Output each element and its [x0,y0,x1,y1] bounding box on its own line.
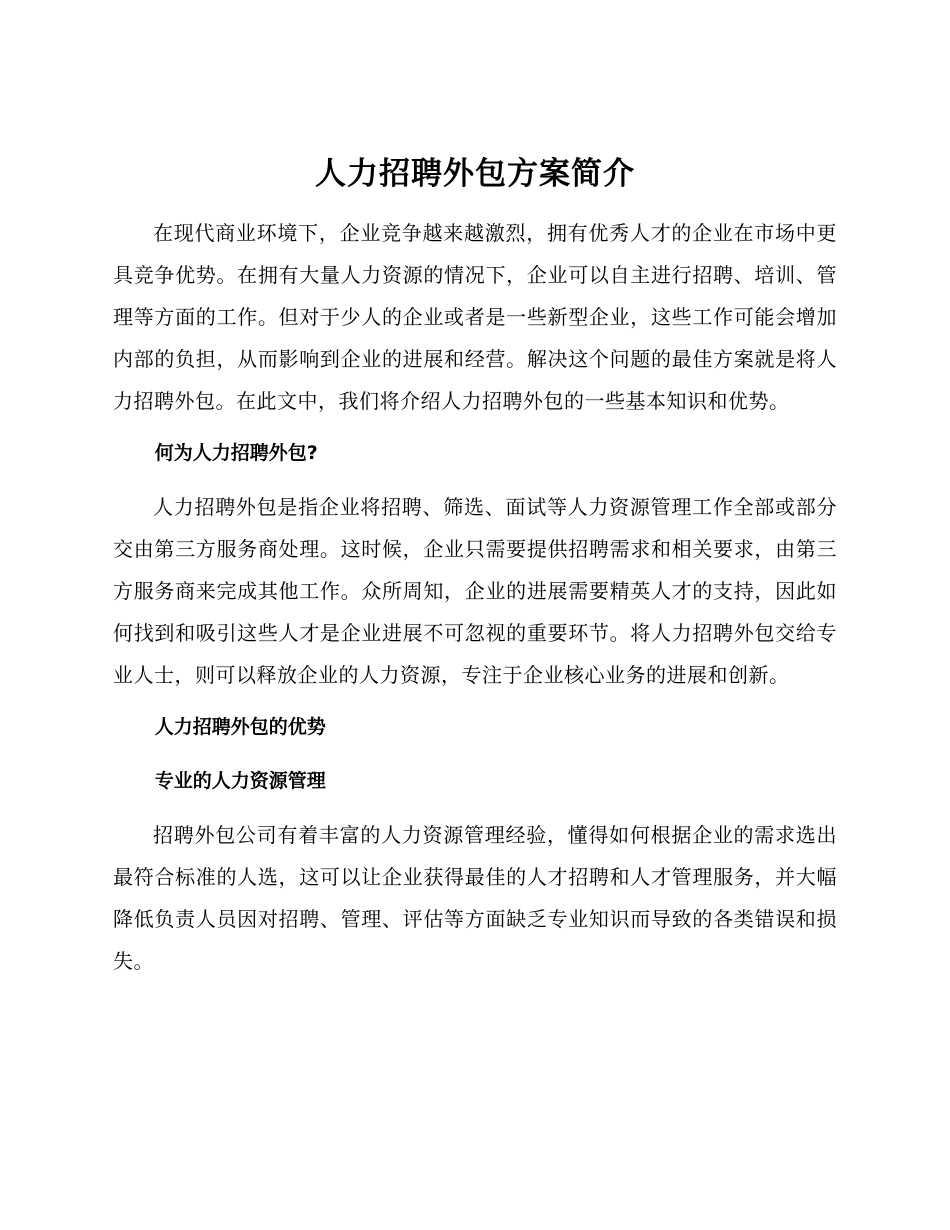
document-body [113,148,837,992]
intro-paragraph: 在现代商业环境下，企业竞争越来越激烈，拥有优秀人才的企业在市场中更具竞争优势。在拥有大量人力资源的情况下，企业可以自主进行招聘、培训、管理等方面的工作。但对于少人的企业或者是一些新型企业，这些工作可能会增加内部的负担，从而影响到企业的进展和经营。解决这个问题的最佳方案就是将人力招聘外包。在此文中，我们将介绍人力招聘外包的一些基本知识和优势。 [113,221,837,413]
subsection-heading-professional-hr: 专业的人力资源管理 [154,770,326,792]
section-heading-what-is: 何为人力招聘外包? [154,442,318,464]
document-title: 人力招聘外包方案简介 [315,156,635,192]
section-heading-advantages: 人力招聘外包的优势 [154,716,326,738]
subsection-paragraph-professional-hr: 招聘外包公司有着丰富的人力资源管理经验，懂得如何根据企业的需求选出最符合标准的人选，这可以让企业获得最佳的人才招聘和人才管理服务，并大幅降低负责人员因对招聘、管理、评估等方面缺乏专业知识而导致的各类错误和损失。 [113,823,837,973]
section-paragraph-what-is: 人力招聘外包是指企业将招聘、筛选、面试等人力资源管理工作全部或部分交由第三方服务商处理。这时候，企业只需要提供招聘需求和相关要求，由第三方服务商来完成其他工作。众所周知，企业的进展需要精英人才的支持，因此如何找到和吸引这些人才是企业进展不可忽视的重要环节。将人力招聘外包交给专业人士，则可以释放企业的人力资源，专注于企业核心业务的进展和创新。 [113,495,837,687]
